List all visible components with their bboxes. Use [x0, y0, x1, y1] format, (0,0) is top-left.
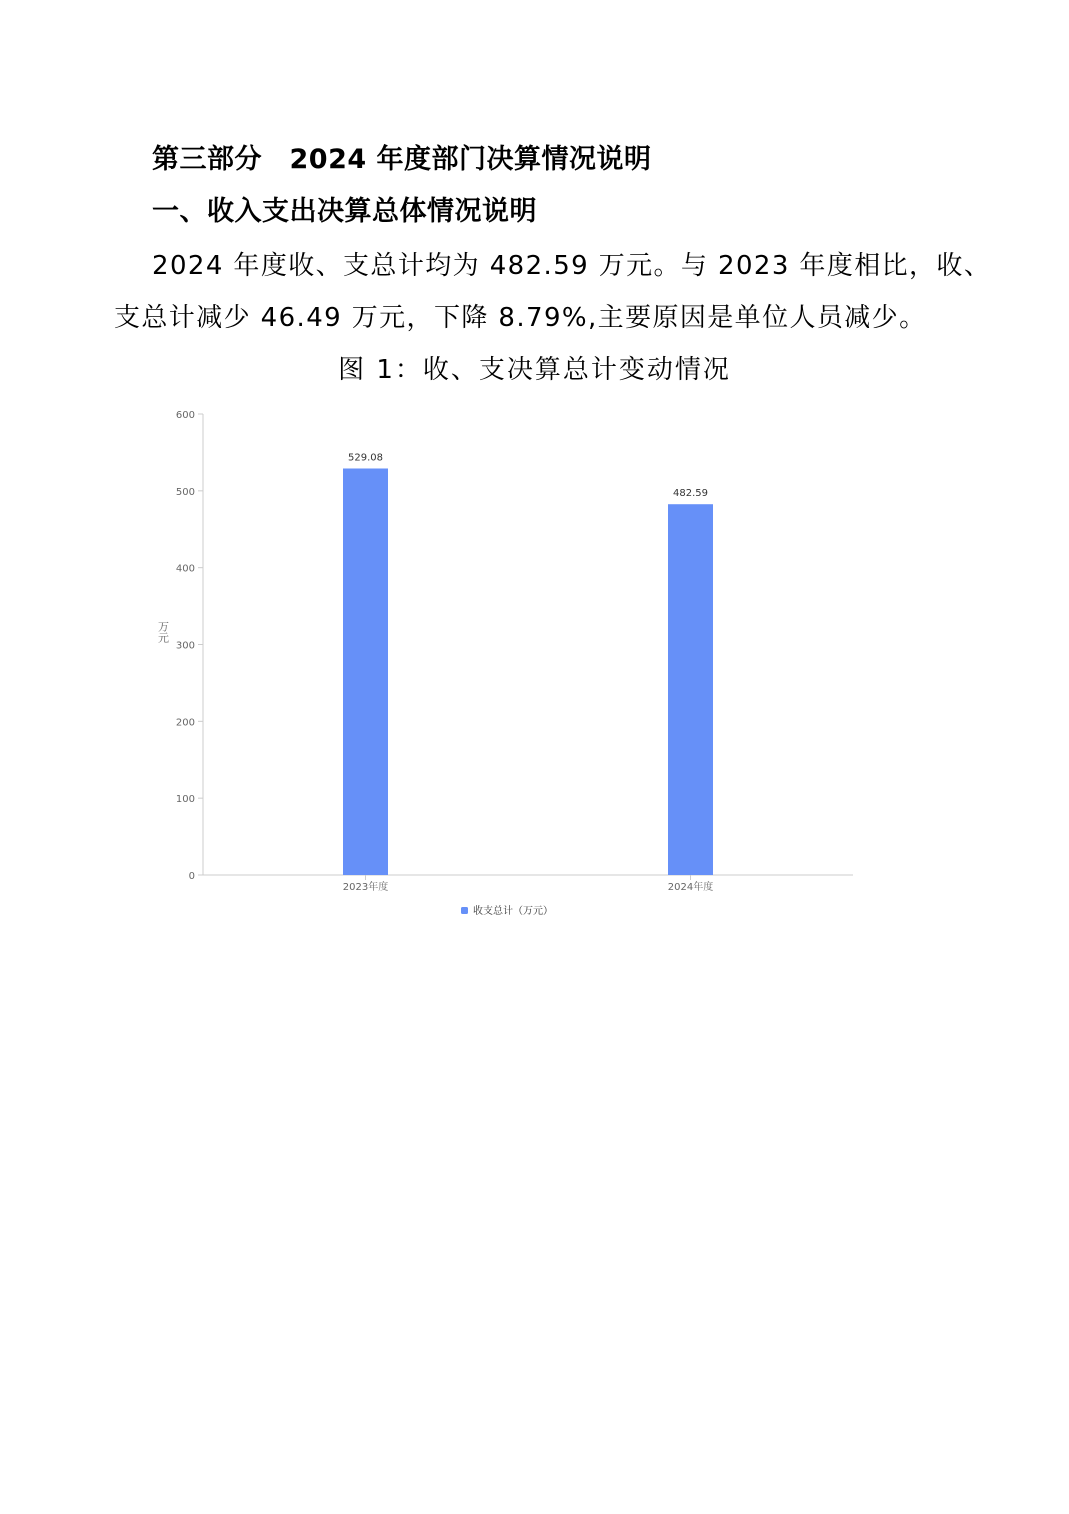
figure-caption: 图 1：收、支决算总计变动情况 — [338, 355, 731, 385]
y-tick-label: 100 — [175, 794, 195, 806]
y-tick-label: 300 — [175, 640, 195, 652]
bars — [343, 452, 713, 875]
legend — [461, 904, 553, 917]
y-tick-label: 600 — [175, 410, 195, 421]
x-tick-label: 2023年度 — [342, 882, 389, 893]
x-axis-ticks — [343, 875, 713, 893]
x-tick-label: 2024年度 — [667, 882, 714, 893]
paragraph-line-1: 2024 年度收、支总计均为 482.59 万元。与 2023 年度相比，收、 — [152, 251, 992, 281]
y-axis-title: 万元 — [156, 621, 170, 643]
section-heading: 一、收入支出决算总体情况说明 — [152, 196, 537, 227]
data-label: 482.59 — [673, 488, 708, 500]
legend-label: 收支总计（万元） — [473, 906, 553, 917]
y-tick-label: 500 — [175, 486, 195, 498]
legend-swatch — [461, 907, 468, 914]
y-tick-label: 200 — [175, 717, 195, 729]
paragraph-line-2: 支总计减少 46.49 万元，下降 8.79%,主要原因是单位人员减少。 — [114, 303, 927, 333]
y-tick-label: 0 — [188, 871, 195, 882]
y-axis-ticks — [176, 410, 203, 882]
data-label: 529.08 — [348, 452, 383, 464]
bar — [343, 468, 388, 875]
y-tick-label: 400 — [175, 563, 195, 575]
bar — [668, 504, 713, 875]
part-heading: 第三部分 2024 年度部门决算情况说明 — [152, 144, 652, 175]
